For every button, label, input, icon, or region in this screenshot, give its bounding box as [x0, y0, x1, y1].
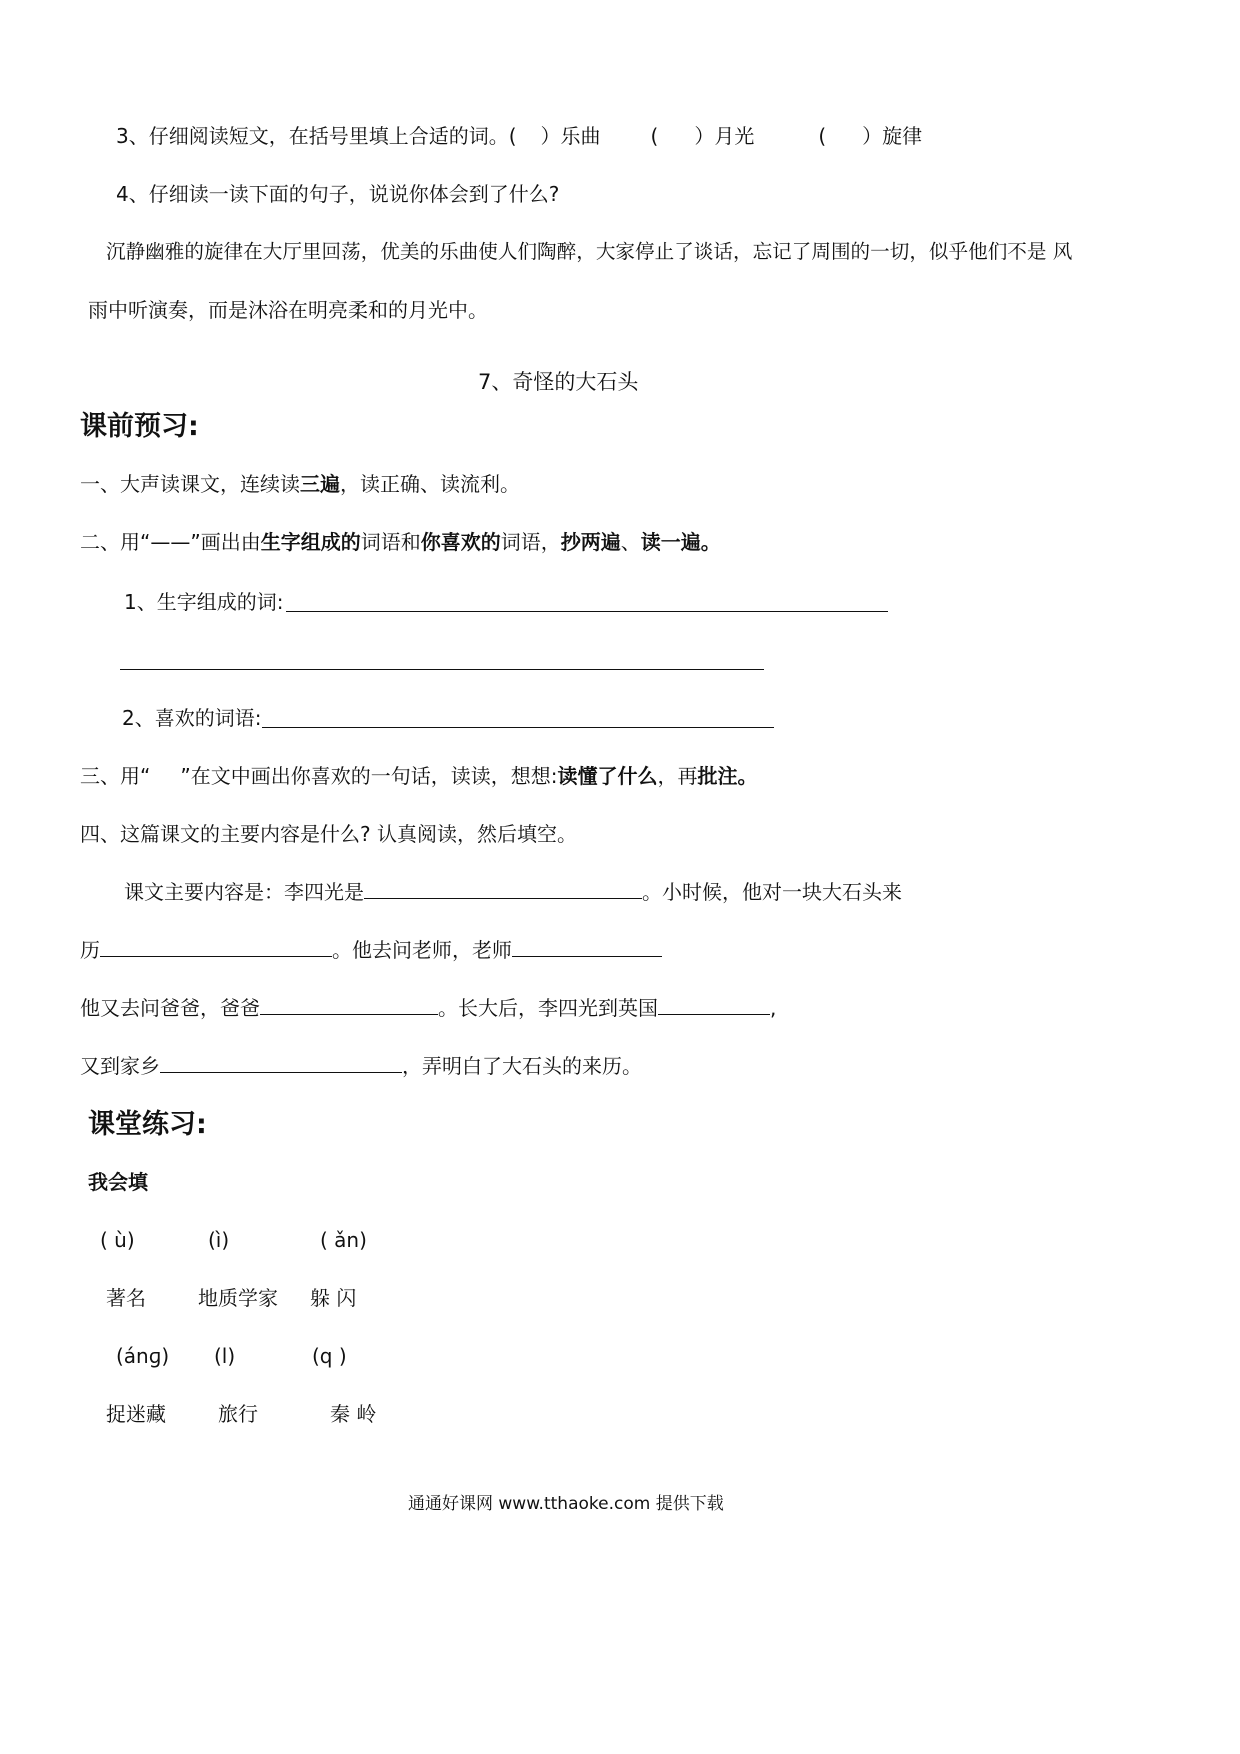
summary-text-2b: 。他去问老师，老师 [332, 938, 512, 962]
item-2-bold-d: 读一遍。 [640, 530, 721, 554]
item-3-text-a: 三、用“ [80, 764, 151, 788]
summary-blank-4[interactable] [260, 994, 438, 1015]
preview-item-4: 四、这篇课文的主要内容是什么? 认真阅读，然后填空。 [80, 822, 577, 846]
preview-heading: 课前预习: [80, 411, 199, 442]
item-2-bold-b: 你喜欢的 [420, 530, 501, 554]
pinyin-2-3: (q ) [312, 1344, 347, 1368]
item-3-bold-a: 读懂了什么 [557, 764, 658, 788]
summary-text-1a: 课文主要内容是：李四光是 [124, 880, 364, 904]
item-2-text-a: 二、用“——”画出由 [80, 530, 261, 554]
page-footer: 通通好课网 www.tthaoke.com 提供下载 [408, 1494, 724, 1514]
summary-line-2 [80, 936, 662, 964]
item-3-text-c: ，再 [657, 764, 698, 788]
summary-line-4 [80, 1052, 642, 1080]
open-paren-2: ( [650, 124, 659, 148]
item-3-text-b: ”在文中画出你喜欢的一句话，读读，想想: [180, 764, 558, 788]
sub-1-answer-line[interactable] [286, 611, 888, 612]
item-1-bold: 三遍 [300, 472, 340, 496]
word-2-3: 秦 岭 [330, 1402, 377, 1426]
summary-text-3c: , [770, 996, 777, 1020]
sub-1-answer-line-2[interactable] [120, 669, 764, 670]
sub-2-label: 2、喜欢的词语: [122, 706, 262, 730]
preview-item-3 [80, 762, 757, 790]
summary-line-1 [124, 878, 902, 906]
item-2-bold-a: 生字组成的 [260, 530, 361, 554]
blank-music-label: ）乐曲 [540, 124, 601, 148]
blank-melody-label: ）旋律 [862, 124, 923, 148]
summary-text-4a: 又到家乡 [80, 1054, 160, 1078]
pinyin-2-1: (ánɡ) [116, 1344, 170, 1368]
item-1-text: 一、大声读课文，连续读 [80, 472, 300, 496]
word-1-2: 地质学家 [198, 1286, 278, 1310]
summary-text-3b: 。长大后，李四光到英国 [438, 996, 658, 1020]
question-4: 4、仔细读一读下面的句子，说说你体会到了什么? [116, 182, 560, 206]
summary-text-4b: ，弄明白了大石头的来历。 [402, 1054, 642, 1078]
summary-text-3a: 他又去问爸爸，爸爸 [80, 996, 260, 1020]
practice-heading: 课堂练习: [88, 1109, 207, 1140]
word-1-3: 躲 闪 [310, 1286, 357, 1310]
passage-line-2: 雨中听演奏，而是沐浴在明亮柔和的月光中。 [88, 298, 488, 322]
summary-blank-2[interactable] [100, 936, 332, 957]
word-1-1: 著名 [106, 1286, 146, 1310]
question-3-text: 3、仔细阅读短文，在括号里填上合适的词。( [116, 124, 517, 148]
lesson-title: 7、奇怪的大石头 [478, 370, 639, 394]
word-2-1: 捉迷藏 [106, 1402, 166, 1426]
pinyin-1-2: (ì) [208, 1228, 230, 1252]
sub-1-label: 1、生字组成的词: [124, 590, 284, 614]
summary-line-3 [80, 994, 776, 1022]
open-paren-3: ( [818, 124, 827, 148]
item-2-bold-c: 抄两遍 [560, 530, 621, 554]
passage-line-1: 沉静幽雅的旋律在大厅里回荡，优美的乐曲使人们陶醉，大家停止了谈话，忘记了周围的一切，似乎他们不是 风 [106, 240, 1073, 263]
preview-item-1 [80, 470, 520, 498]
item-3-bold-b: 批注。 [697, 764, 758, 788]
practice-subheading: 我会填 [88, 1170, 148, 1194]
pinyin-1-1: ( ù) [100, 1228, 135, 1252]
item-2-text-c: 词语， [500, 530, 561, 554]
word-2-2: 旅行 [218, 1402, 258, 1426]
item-1-text-end: ，读正确、读流利。 [340, 472, 520, 496]
summary-blank-1[interactable] [364, 878, 642, 899]
sub-2-answer-line[interactable] [262, 727, 774, 728]
item-2-text-d: 、 [620, 530, 641, 554]
summary-blank-5[interactable] [658, 994, 770, 1015]
preview-item-2 [80, 528, 721, 556]
question-3 [116, 122, 922, 150]
summary-blank-3[interactable] [512, 936, 662, 957]
item-2-text-b: 词语和 [360, 530, 421, 554]
pinyin-1-3: ( ǎn) [320, 1228, 367, 1252]
pinyin-2-2: (l) [214, 1344, 236, 1368]
summary-text-1b: 。小时候，他对一块大石头来 [642, 880, 902, 904]
blank-moonlight-label: ）月光 [694, 124, 755, 148]
summary-blank-6[interactable] [160, 1052, 402, 1073]
summary-text-2a: 历 [80, 938, 100, 962]
